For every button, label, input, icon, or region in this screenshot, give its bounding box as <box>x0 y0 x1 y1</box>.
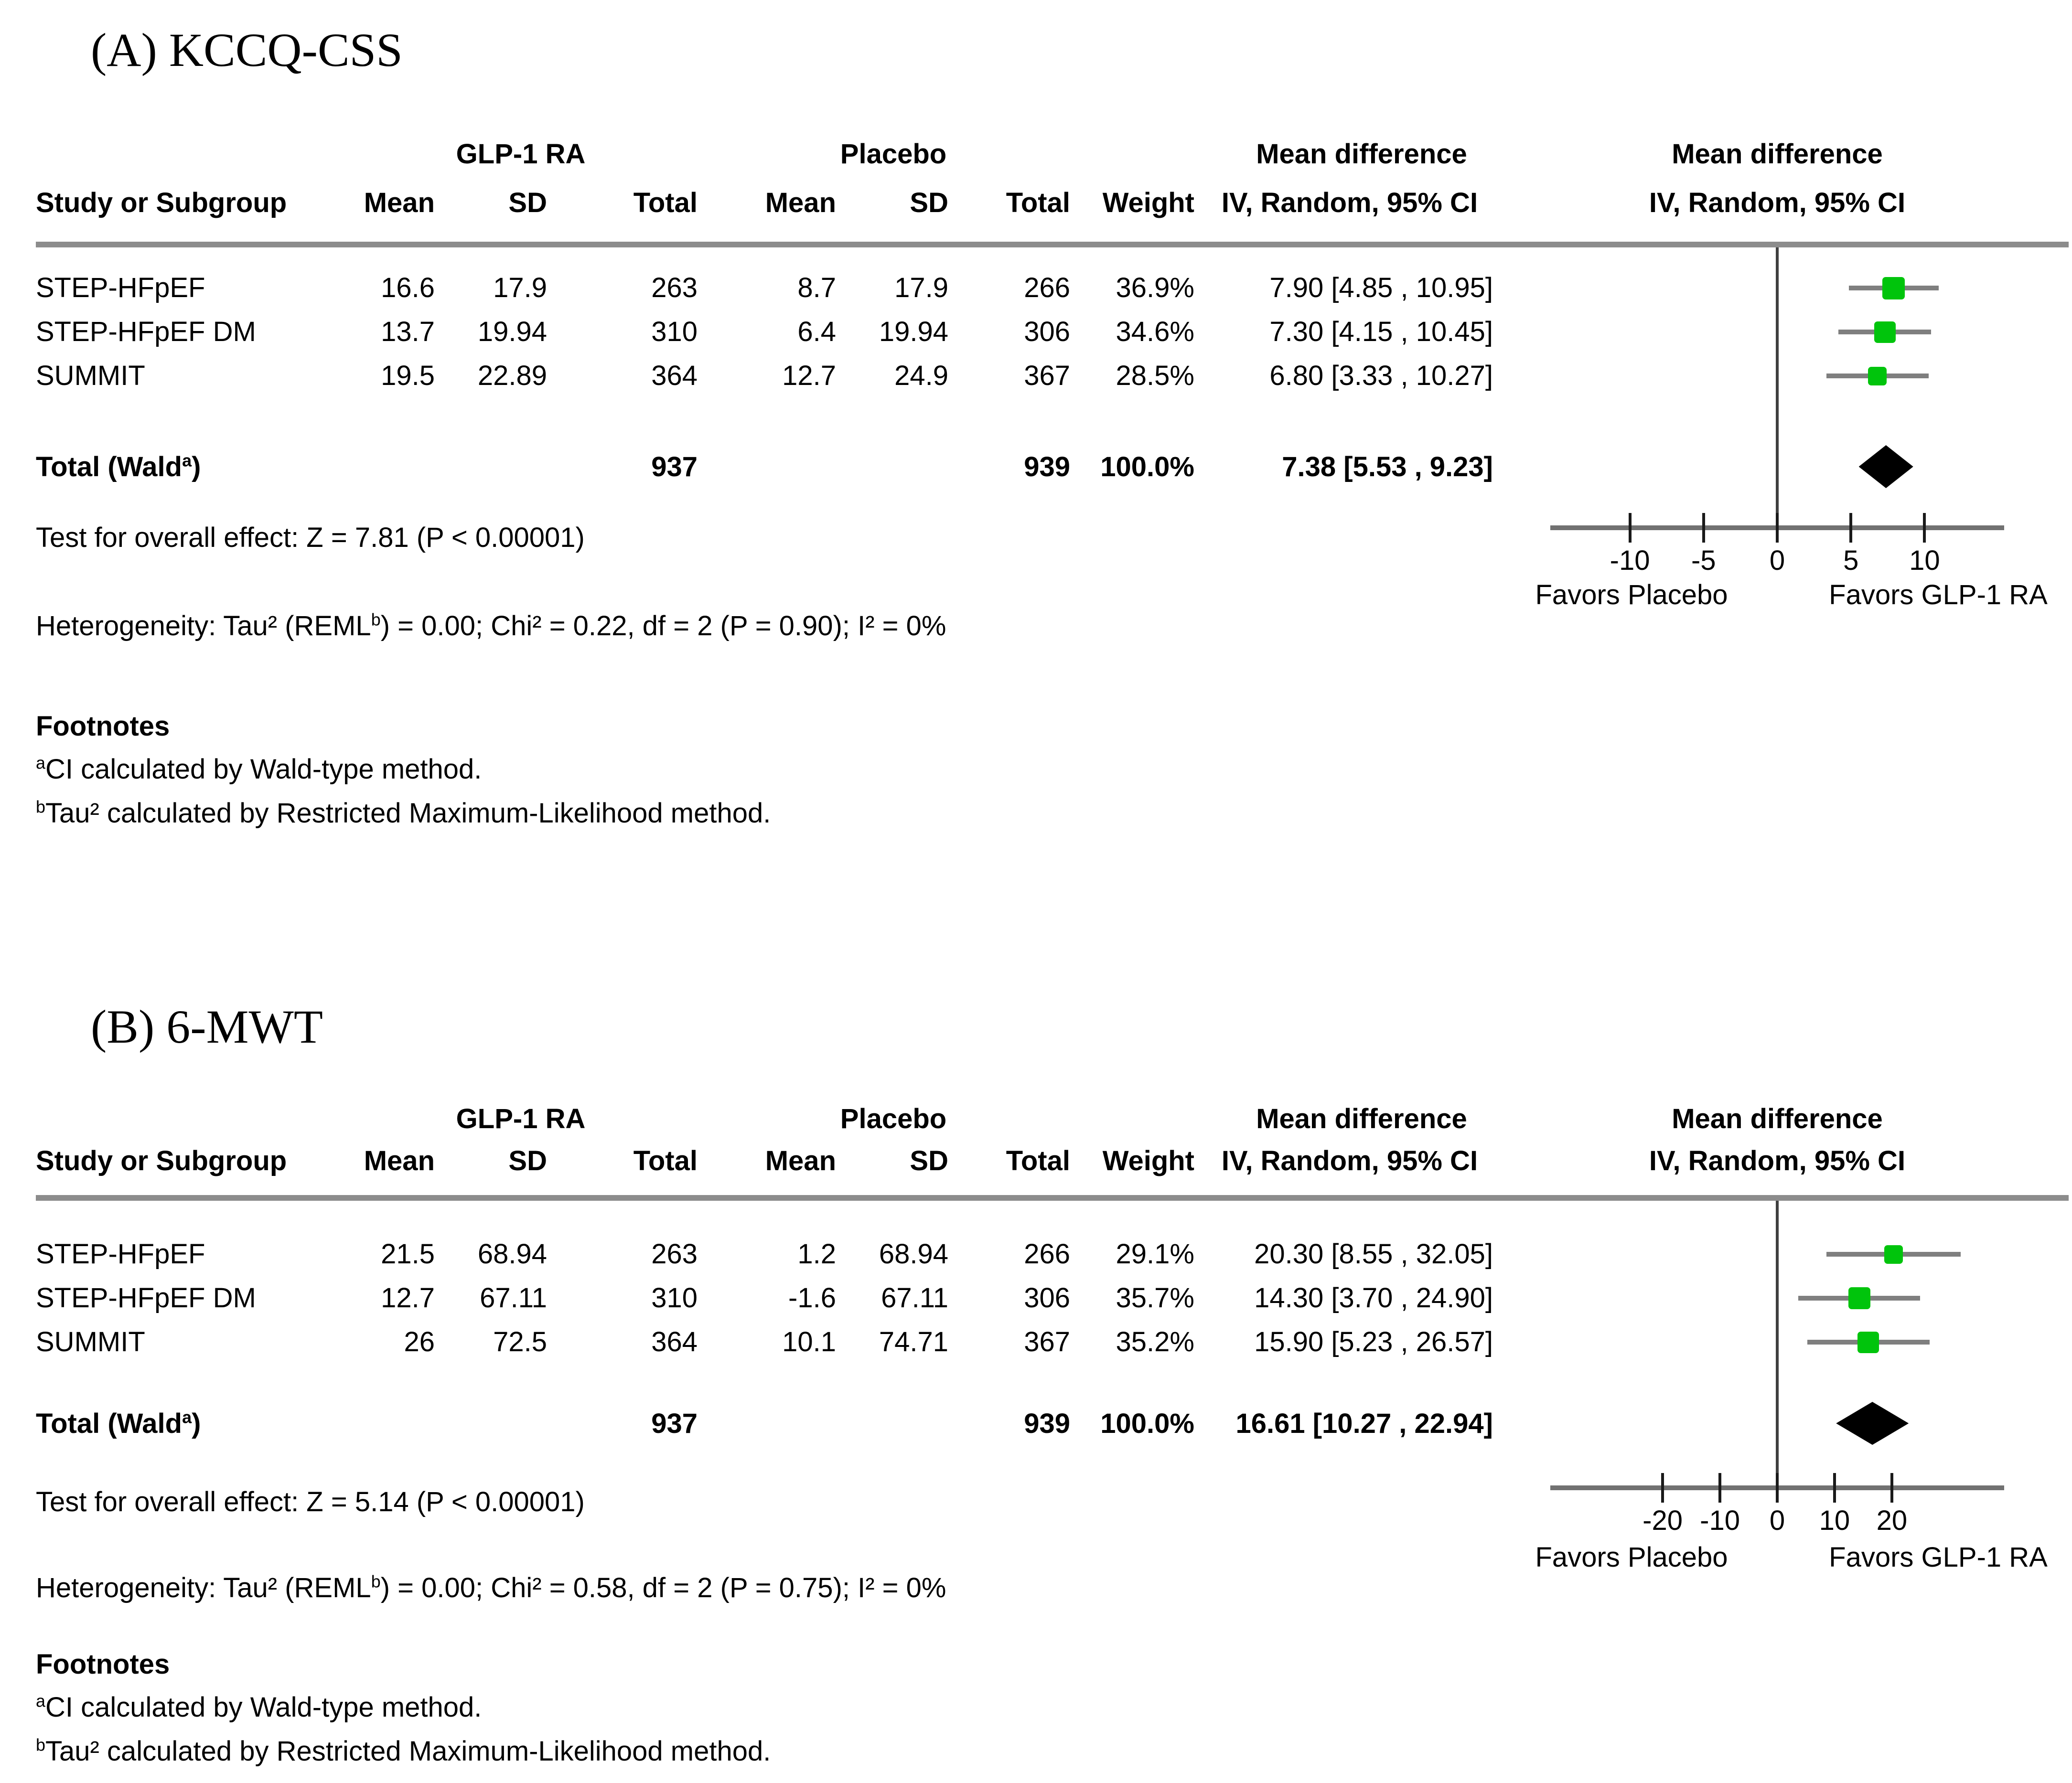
total-n-placebo: 939 <box>1024 1408 1070 1439</box>
total-n-placebo: 939 <box>1024 451 1070 482</box>
overall-effect-test: Test for overall effect: Z = 7.81 (P < 0.00001) <box>36 522 585 553</box>
total-weight: 100.0% <box>1100 451 1194 482</box>
cell-mean1: 12.7 <box>381 1282 435 1313</box>
cell-sd2: 17.9 <box>894 272 948 303</box>
effect-square <box>1882 277 1905 299</box>
study-label: STEP-HFpEF DM <box>36 316 256 347</box>
column-header-sd1: SD <box>508 187 547 218</box>
plot-effect-header: Mean difference <box>1672 139 1883 170</box>
cell-sd2: 67.11 <box>881 1282 948 1313</box>
cell-mean2: -1.6 <box>788 1282 836 1313</box>
footnote-a <box>36 1692 482 1723</box>
column-header-sd2: SD <box>910 1145 948 1176</box>
column-header-total2: Total <box>1006 187 1070 218</box>
footnote-a-text: CI calculated by Wald-type method. <box>45 1692 482 1723</box>
total-label-text: ) <box>192 451 201 482</box>
cell-total1: 310 <box>651 316 698 347</box>
effect-square <box>1868 367 1887 385</box>
heterogeneity-text: Heterogeneity: Tau² (REML <box>36 610 371 641</box>
column-header-weight: Weight <box>1102 1145 1194 1176</box>
cell-weight: 34.6% <box>1116 316 1194 347</box>
total-row-label <box>36 451 201 483</box>
header-separator-line <box>36 242 2069 247</box>
cell-total1: 263 <box>651 272 698 303</box>
column-header-sd2: SD <box>910 187 948 218</box>
cell-weight: 29.1% <box>1116 1238 1194 1270</box>
cell-mean1: 21.5 <box>381 1238 435 1270</box>
footnote-b-text: Tau² calculated by Restricted Maximum-Likelihood method. <box>45 1736 771 1767</box>
cell-mean2: 10.1 <box>782 1326 836 1357</box>
zero-reference-line <box>1776 1201 1779 1488</box>
footnote-b <box>36 1736 771 1767</box>
footnote-b-text: Tau² calculated by Restricted Maximum-Likelihood method. <box>45 798 771 829</box>
cell-weight: 35.7% <box>1116 1282 1194 1313</box>
study-label: STEP-HFpEF DM <box>36 1282 256 1313</box>
axis-tick <box>1849 513 1852 543</box>
column-header-total1: Total <box>633 187 698 218</box>
footnote-a-superscript: a <box>36 753 45 773</box>
cell-sd2: 68.94 <box>879 1238 948 1270</box>
zero-reference-line <box>1776 247 1779 528</box>
footnotes-heading: Footnotes <box>36 711 170 742</box>
heterogeneity-text: ) = 0.00; Chi² = 0.58, df = 2 (P = 0.75); I² = 0% <box>380 1572 946 1603</box>
column-header-mean1: Mean <box>364 187 435 218</box>
total-label-text: ) <box>192 1408 201 1439</box>
column-header-weight: Weight <box>1102 187 1194 218</box>
cell-weight: 36.9% <box>1116 272 1194 303</box>
axis-tick <box>1890 1473 1893 1503</box>
column-header-mean2: Mean <box>765 1145 836 1176</box>
column-header-ci: IV, Random, 95% CI <box>1221 187 1478 218</box>
heterogeneity-stats <box>36 1572 946 1604</box>
heterogeneity-superscript: b <box>371 609 381 630</box>
panel-b-title: (B) 6-MWT <box>91 1000 323 1053</box>
axis-tick-label: 20 <box>1876 1505 1908 1536</box>
footnote-a <box>36 754 482 785</box>
cell-sd2: 74.71 <box>879 1326 948 1357</box>
column-header-study: Study or Subgroup <box>36 1145 287 1176</box>
footnote-b-superscript: b <box>36 797 45 817</box>
cell-ci-text: 20.30 [8.55 , 32.05] <box>1254 1238 1493 1270</box>
cell-total2: 306 <box>1024 316 1070 347</box>
study-label: SUMMIT <box>36 1326 145 1357</box>
cell-total1: 364 <box>651 1326 698 1357</box>
axis-tick <box>1702 513 1705 543</box>
cell-sd1: 17.9 <box>493 272 547 303</box>
footnote-a-text: CI calculated by Wald-type method. <box>45 754 482 785</box>
cell-total1: 364 <box>651 360 698 391</box>
column-header-mean2: Mean <box>765 187 836 218</box>
axis-tick <box>1776 1473 1779 1503</box>
axis-tick-label: -20 <box>1643 1505 1683 1536</box>
total-n-treatment: 937 <box>651 1408 698 1439</box>
total-label-text: Total (Wald <box>36 1408 183 1439</box>
axis-tick-label: -10 <box>1610 545 1650 576</box>
cell-total1: 310 <box>651 1282 698 1313</box>
total-label-superscript: a <box>182 1407 192 1427</box>
cell-sd1: 72.5 <box>493 1326 547 1357</box>
cell-total2: 367 <box>1024 1326 1070 1357</box>
column-header-total2: Total <box>1006 1145 1070 1176</box>
effect-column-header: Mean difference <box>1256 139 1467 170</box>
footnotes-heading: Footnotes <box>36 1649 170 1680</box>
footnote-a-superscript: a <box>36 1691 45 1711</box>
cell-sd2: 19.94 <box>879 316 948 347</box>
group-header-placebo: Placebo <box>840 139 947 170</box>
heterogeneity-superscript: b <box>371 1571 381 1591</box>
column-header-total1: Total <box>633 1145 698 1176</box>
cell-sd2: 24.9 <box>894 360 948 391</box>
favors-left-label: Favors Placebo <box>1535 579 1728 610</box>
cell-ci-text: 7.30 [4.15 , 10.45] <box>1269 316 1493 347</box>
effect-square <box>1874 321 1896 343</box>
total-label-text: Total (Wald <box>36 451 183 482</box>
header-separator-line <box>36 1195 2069 1201</box>
cell-weight: 35.2% <box>1116 1326 1194 1357</box>
axis-tick <box>1776 513 1779 543</box>
cell-ci-text: 7.90 [4.85 , 10.95] <box>1269 272 1493 303</box>
total-ci-text: 7.38 [5.53 , 9.23] <box>1282 451 1493 482</box>
favors-left-label: Favors Placebo <box>1535 1542 1728 1573</box>
cell-mean1: 19.5 <box>381 360 435 391</box>
cell-mean1: 16.6 <box>381 272 435 303</box>
total-weight: 100.0% <box>1100 1408 1194 1439</box>
cell-mean1: 13.7 <box>381 316 435 347</box>
favors-right-label: Favors GLP-1 RA <box>1829 579 2048 610</box>
cell-sd1: 19.94 <box>477 316 547 347</box>
axis-tick <box>1718 1473 1721 1503</box>
total-label-superscript: a <box>182 450 192 470</box>
footnote-b <box>36 798 771 829</box>
total-row-label <box>36 1408 201 1440</box>
effect-square <box>1857 1332 1879 1353</box>
cell-ci-text: 14.30 [3.70 , 24.90] <box>1254 1282 1493 1313</box>
cell-weight: 28.5% <box>1116 360 1194 391</box>
column-header-mean1: Mean <box>364 1145 435 1176</box>
cell-sd1: 22.89 <box>477 360 547 391</box>
axis-tick-label: 0 <box>1769 1505 1785 1536</box>
effect-square <box>1848 1287 1870 1309</box>
cell-sd1: 68.94 <box>477 1238 547 1270</box>
plot-effect-subheader: IV, Random, 95% CI <box>1649 1145 1906 1176</box>
plot-effect-subheader: IV, Random, 95% CI <box>1649 187 1906 218</box>
cell-ci-text: 15.90 [5.23 , 26.57] <box>1254 1326 1493 1357</box>
cell-total2: 367 <box>1024 360 1070 391</box>
cell-mean2: 12.7 <box>782 360 836 391</box>
axis-tick-label: 10 <box>1909 545 1940 576</box>
cell-mean2: 8.7 <box>797 272 836 303</box>
total-ci-text: 16.61 [10.27 , 22.94] <box>1235 1408 1493 1439</box>
footnote-b-superscript: b <box>36 1735 45 1755</box>
study-label: STEP-HFpEF <box>36 1238 205 1270</box>
group-header-placebo: Placebo <box>840 1103 947 1134</box>
column-header-study: Study or Subgroup <box>36 187 287 218</box>
cell-mean1: 26 <box>404 1326 435 1357</box>
pooled-diamond <box>1859 445 1913 488</box>
axis-tick-label: 0 <box>1769 545 1785 576</box>
pooled-diamond <box>1836 1402 1909 1445</box>
group-header-glp1ra: GLP-1 RA <box>456 139 586 170</box>
group-header-glp1ra: GLP-1 RA <box>456 1103 586 1134</box>
axis-tick <box>1629 513 1632 543</box>
favors-right-label: Favors GLP-1 RA <box>1829 1542 2048 1573</box>
axis-tick-label: -10 <box>1700 1505 1740 1536</box>
cell-total1: 263 <box>651 1238 698 1270</box>
heterogeneity-stats <box>36 610 946 642</box>
axis-tick-label: 5 <box>1843 545 1859 576</box>
effect-square <box>1884 1245 1903 1264</box>
effect-column-header: Mean difference <box>1256 1103 1467 1134</box>
cell-mean2: 1.2 <box>797 1238 836 1270</box>
study-label: SUMMIT <box>36 360 145 391</box>
heterogeneity-text: Heterogeneity: Tau² (REML <box>36 1572 371 1603</box>
cell-total2: 266 <box>1024 1238 1070 1270</box>
axis-tick-label: -5 <box>1691 545 1716 576</box>
plot-effect-header: Mean difference <box>1672 1103 1883 1134</box>
column-header-ci: IV, Random, 95% CI <box>1221 1145 1478 1176</box>
axis-tick <box>1661 1473 1664 1503</box>
cell-ci-text: 6.80 [3.33 , 10.27] <box>1269 360 1493 391</box>
study-label: STEP-HFpEF <box>36 272 205 303</box>
total-n-treatment: 937 <box>651 451 698 482</box>
cell-total2: 306 <box>1024 1282 1070 1313</box>
axis-tick-label: 10 <box>1819 1505 1850 1536</box>
axis-tick <box>1833 1473 1836 1503</box>
cell-total2: 266 <box>1024 272 1070 303</box>
heterogeneity-text: ) = 0.00; Chi² = 0.22, df = 2 (P = 0.90); I² = 0% <box>380 610 946 641</box>
panel-a-title: (A) KCCQ-CSS <box>91 23 403 76</box>
cell-mean2: 6.4 <box>797 316 836 347</box>
axis-tick <box>1923 513 1926 543</box>
cell-sd1: 67.11 <box>480 1282 547 1313</box>
overall-effect-test: Test for overall effect: Z = 5.14 (P < 0.00001) <box>36 1486 585 1517</box>
column-header-sd1: SD <box>508 1145 547 1176</box>
